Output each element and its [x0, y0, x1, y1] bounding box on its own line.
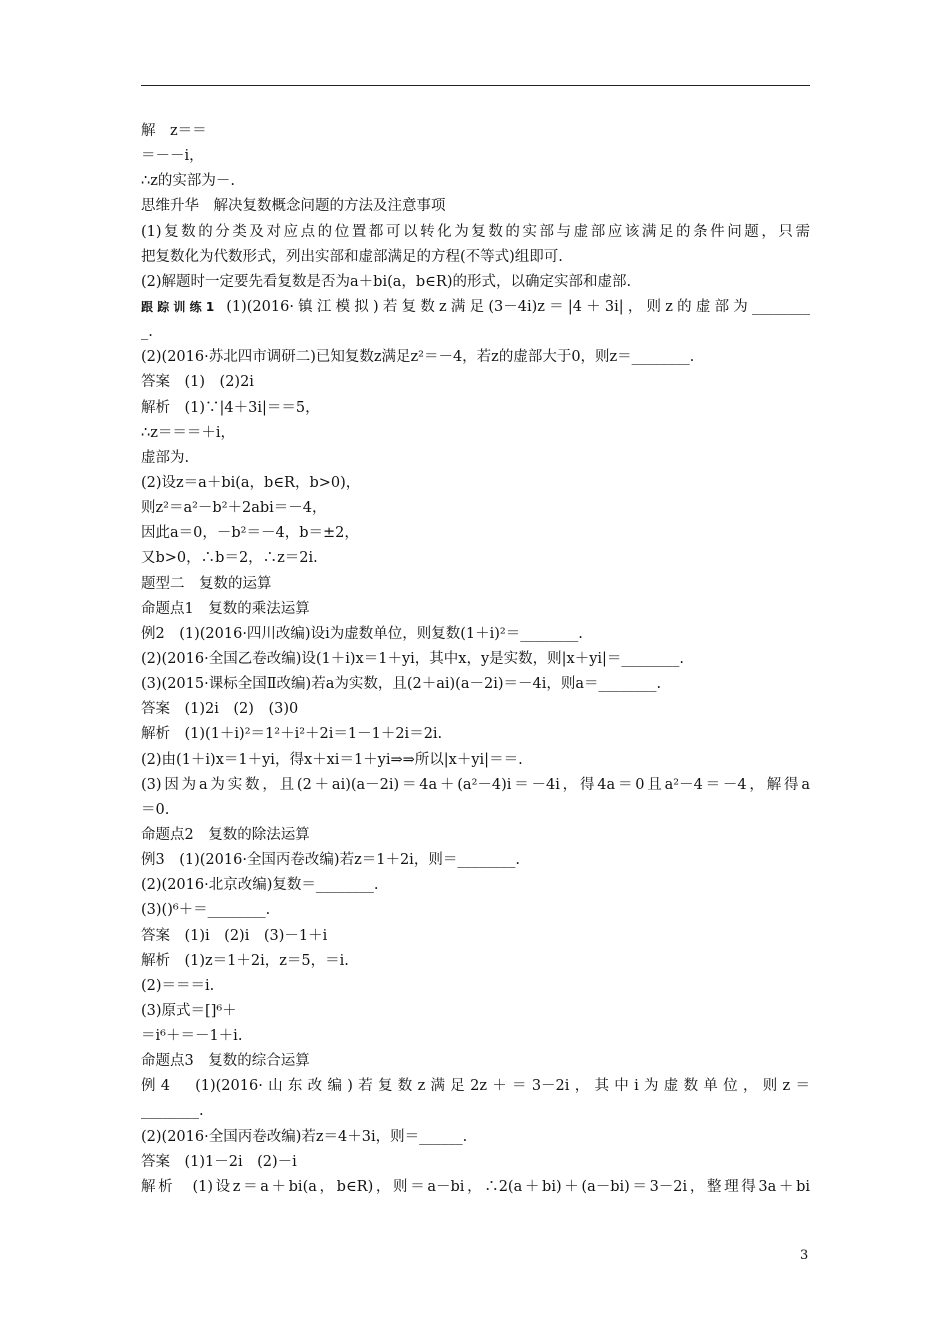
text-line: [141, 169, 810, 194]
line-text: 把复数化为代数形式，列出实部和虚部满足的方程(不等式)组即可.: [141, 248, 563, 265]
text-line: [141, 245, 810, 270]
text-line: [141, 773, 810, 798]
text-line: [141, 220, 810, 245]
text-line: [141, 421, 810, 446]
line-text: (3)(2015·课标全国Ⅱ改编)若a为实数，且(2＋ai)(a－2i)＝－4i，则a＝________.: [141, 676, 662, 693]
text-line: [141, 647, 810, 672]
line-text: 虚部为.: [141, 449, 190, 466]
line-text: 命题点2 复数的除法运算: [141, 826, 310, 843]
text-line: [141, 722, 810, 747]
text-line: [141, 672, 810, 697]
line-text: 则z²＝a²－b²＋2abi＝－4，: [141, 500, 327, 517]
line-text: 例4 (1)(2016·山东改编)若复数z满足2z＋＝3－2i，其中i为虚数单位，则z＝: [141, 1078, 810, 1095]
line-text: 解析 (1)设z＝a＋bi(a，b∈R)，则＝a－bi，∴2(a＋bi)＋(a－bi)＝3－2i，整理得3a＋bi: [141, 1178, 810, 1195]
text-line: [141, 1150, 810, 1175]
line-text: ∴z的实部为－.: [141, 173, 235, 190]
text-line: [141, 974, 810, 999]
exercise-tag: 跟踪训练1: [141, 299, 215, 314]
text-line: [141, 823, 810, 848]
line-text: 思维升华 解决复数概念问题的方法及注意事项: [141, 198, 446, 215]
line-text: ＝0.: [141, 801, 170, 818]
text-line: [141, 572, 810, 597]
text-line: [141, 295, 810, 320]
text-line: [141, 1049, 810, 1074]
line-text: (2)(2016·全国乙卷改编)设(1＋i)x＝1＋yi，其中x，y是实数，则|x＋yi|＝________.: [141, 650, 685, 667]
text-line: [141, 1099, 810, 1124]
text-line: [141, 471, 810, 496]
text-line: [141, 144, 810, 169]
line-text: 答案 (1)2i (2) (3)0: [141, 701, 299, 718]
text-line: [141, 748, 810, 773]
line-text: 解 z＝＝: [141, 123, 207, 139]
line-text: 例3 (1)(2016·全国丙卷改编)若z＝1＋2i，则＝________.: [141, 852, 520, 869]
line-text: 例2 (1)(2016·四川改编)设i为虚数单位，则复数(1＋i)²＝________.: [141, 625, 583, 642]
text-line: [141, 320, 810, 345]
line-text: 解析 (1)z＝1＋2i，z＝5，＝i.: [141, 952, 349, 969]
line-text: ________.: [141, 1103, 204, 1120]
line-text: ∴z＝＝＝＋i，: [141, 424, 236, 441]
page-number: 3: [800, 1248, 809, 1263]
line-text: 命题点3 复数的综合运算: [141, 1053, 310, 1070]
line-text: 解析 (1)(1＋i)²＝1²＋i²＋2i＝1－1＋2i＝2i.: [141, 726, 443, 743]
line-text: (2)解题时一定要先看复数是否为a＋bi(a，b∈R)的形式，以确定实部和虚部.: [141, 273, 632, 290]
line-text: (2)＝＝＝i.: [141, 977, 215, 994]
text-line: [141, 697, 810, 722]
line-text: 命题点1 复数的乘法运算: [141, 600, 310, 617]
header-rule: [141, 85, 810, 86]
line-text: (3)()⁶＋＝________.: [141, 902, 271, 919]
text-line: [141, 396, 810, 421]
line-text: ＝－－i，: [141, 148, 204, 165]
line-text: 题型二 复数的运算: [141, 575, 272, 592]
text-line: [141, 546, 810, 571]
text-line: [141, 1125, 810, 1150]
line-text: 答案 (1)1－2i (2)－i: [141, 1153, 297, 1170]
line-text: 因此a＝0，－b²＝－4，b＝±2，: [141, 525, 359, 542]
text-line: [141, 1074, 810, 1099]
text-line: [141, 521, 810, 546]
line-text: (3)原式＝[]⁶＋: [141, 1002, 237, 1019]
line-text: 又b>0，∴b＝2，∴z＝2i.: [141, 550, 318, 567]
text-line: [141, 1175, 810, 1200]
text-line: [141, 1024, 810, 1049]
text-line: [141, 194, 810, 219]
line-text: _.: [141, 324, 153, 341]
text-line: [141, 798, 810, 823]
text-line: [141, 999, 810, 1024]
line-text: (3)因为a为实数，且(2＋ai)(a－2i)＝4a＋(a²－4)i＝－4i，得4a＝0且a²－4＝－4，解得a: [141, 776, 810, 793]
line-text: 答案 (1)i (2)i (3)－1＋i: [141, 927, 328, 944]
line-text: 答案 (1) (2)2i: [141, 374, 254, 391]
text-line: [141, 119, 810, 144]
text-line: [141, 597, 810, 622]
text-line: [141, 898, 810, 923]
text-line: [141, 496, 810, 521]
text-line: [141, 924, 810, 949]
line-text: 解析 (1)∵|4＋3i|＝＝5，: [141, 399, 320, 416]
line-text: (2)由(1＋i)x＝1＋yi，得x＋xi＝1＋yi⇒⇒所以|x＋yi|＝＝.: [141, 751, 523, 768]
document-body: [141, 119, 810, 1200]
line-text: (1)(2016·镇江模拟)若复数z满足(3－4i)z＝|4＋3i|，则z的虚部为________: [226, 298, 810, 315]
text-line: [141, 345, 810, 370]
line-text: (1)复数的分类及对应点的位置都可以转化为复数的实部与虚部应该满足的条件问题，只需: [141, 223, 810, 240]
text-line: [141, 949, 810, 974]
text-line: [141, 848, 810, 873]
text-line: [141, 270, 810, 295]
line-text: (2)设z＝a＋bi(a，b∈R，b>0)，: [141, 474, 361, 491]
line-text: (2)(2016·全国丙卷改编)若z＝4＋3i，则＝______.: [141, 1128, 468, 1145]
line-text: ＝i⁶＋＝－1＋i.: [141, 1028, 243, 1045]
line-text: (2)(2016·苏北四市调研二)已知复数z满足z²＝－4，若z的虚部大于0，则z＝________.: [141, 349, 695, 366]
text-line: [141, 873, 810, 898]
text-line: [141, 446, 810, 471]
text-line: [141, 370, 810, 395]
text-line: [141, 622, 810, 647]
line-text: (2)(2016·北京改编)复数＝________.: [141, 877, 379, 894]
